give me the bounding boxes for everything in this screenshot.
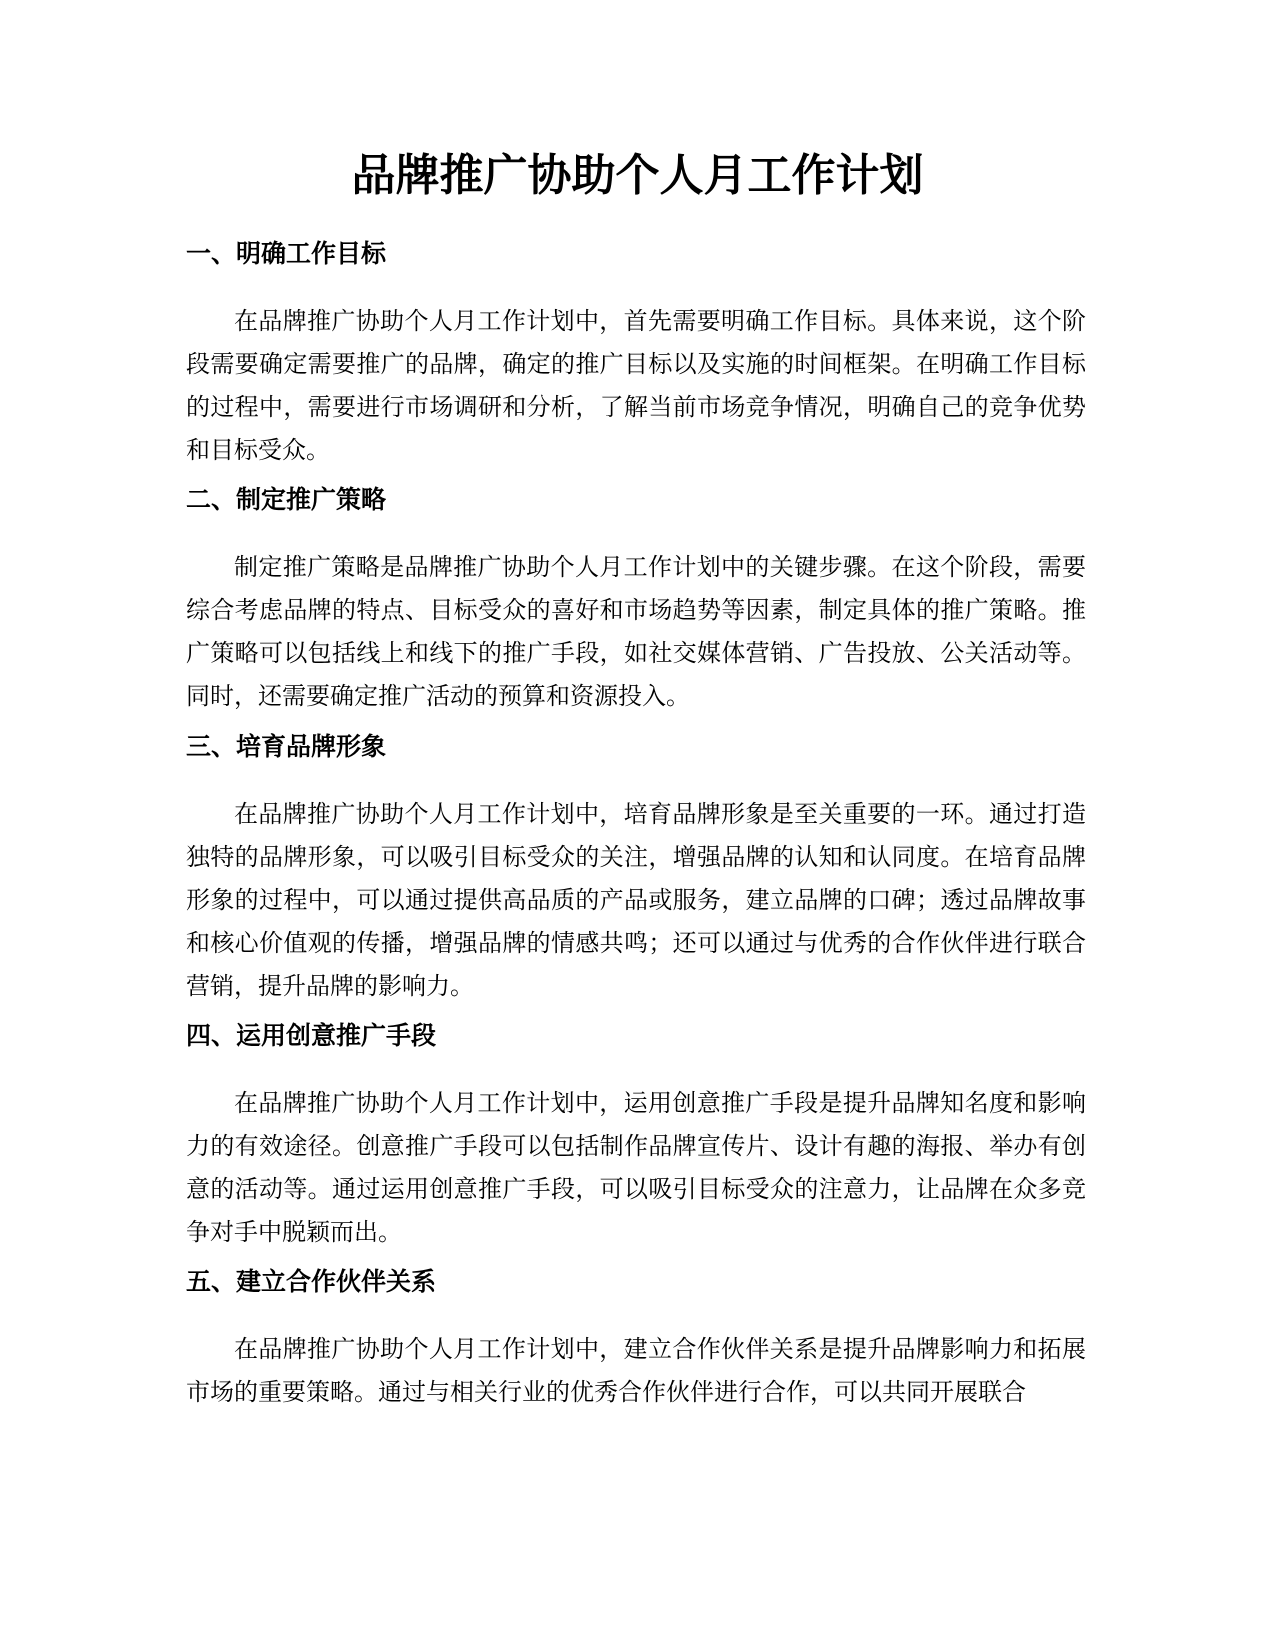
section-heading: 一、明确工作目标	[186, 239, 387, 268]
document-title: 品牌推广协助个人月工作计划	[351, 150, 924, 201]
section-paragraph: 在品牌推广协助个人月工作计划中，运用创意推广手段是提升品牌知名度和影响力的有效途径。创意推广手段可以包括制作品牌宣传片、设计有趣的海报、举办有创意的活动等。通过运用创意推广手段，可以吸引目标受众的注意力，让品牌在众多竞争对手中脱颖而出。	[186, 1089, 1086, 1246]
section-brand-image	[186, 730, 1086, 1008]
section-heading: 五、建立合作伙伴关系	[186, 1267, 437, 1296]
section-paragraph: 在品牌推广协助个人月工作计划中，首先需要明确工作目标。具体来说，这个阶段需要确定需要推广的品牌，确定的推广目标以及实施的时间框架。在明确工作目标的过程中，需要进行市场调研和分析，了解当前市场竞争情况，明确自己的竞争优势和目标受众。	[186, 307, 1086, 464]
section-strategy	[186, 483, 1086, 718]
section-heading: 四、运用创意推广手段	[186, 1021, 437, 1050]
section-clarify-goals	[186, 237, 1086, 472]
section-paragraph: 在品牌推广协助个人月工作计划中，培育品牌形象是至关重要的一环。通过打造独特的品牌形象，可以吸引目标受众的关注，增强品牌的认知和认同度。在培育品牌形象的过程中，可以通过提供高品质的产品或服务，建立品牌的口碑；透过品牌故事和核心价值观的传播，增强品牌的情感共鸣；还可以通过与优秀的合作伙伴进行联合营销，提升品牌的影响力。	[186, 800, 1086, 1000]
section-paragraph: 在品牌推广协助个人月工作计划中，建立合作伙伴关系是提升品牌影响力和拓展市场的重要策略。通过与相关行业的优秀合作伙伴进行合作，可以共同开展联合	[186, 1335, 1086, 1406]
section-heading: 二、制定推广策略	[186, 485, 387, 514]
section-creative-promotion	[186, 1019, 1086, 1254]
section-heading: 三、培育品牌形象	[186, 732, 387, 761]
section-partnerships	[186, 1265, 1086, 1414]
section-paragraph: 制定推广策略是品牌推广协助个人月工作计划中的关键步骤。在这个阶段，需要综合考虑品牌的特点、目标受众的喜好和市场趋势等因素，制定具体的推广策略。推广策略可以包括线上和线下的推广手段，如社交媒体营销、广告投放、公关活动等。同时，还需要确定推广活动的预算和资源投入。	[186, 553, 1086, 710]
